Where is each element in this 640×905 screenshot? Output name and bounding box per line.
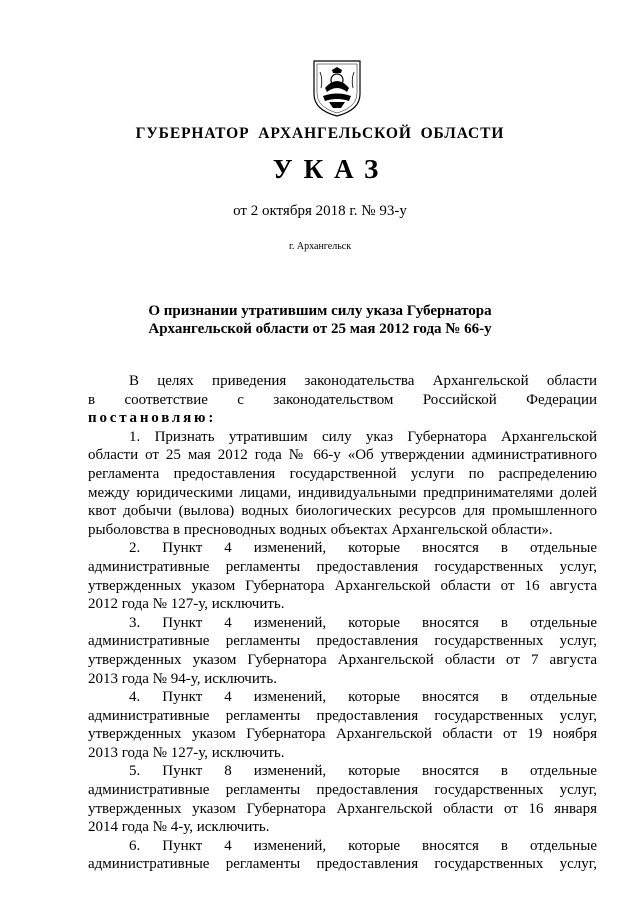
text-line: 1. Признать утратившим силу указ Губернатора Архангельской <box>129 428 597 445</box>
text-line: между юридическими лицами, индивидуальными предпринимателями долей <box>88 484 597 501</box>
issuing-authority: ГУБЕРНАТОР АРХАНГЕЛЬСКОЙ ОБЛАСТИ <box>135 125 505 142</box>
document-type: УКАЗ <box>272 154 390 184</box>
text-line: утвержденных указом Губернатора Архангельской области от 7 августа <box>88 651 597 668</box>
document-body <box>88 372 597 874</box>
text-line: в соответствие с законодательством Российской Федерации <box>88 391 597 408</box>
text-line: административные регламенты предоставления государственных услуг, <box>88 558 597 575</box>
text-line: утвержденных указом Губернатора Архангельской области от 19 ноября <box>88 726 597 743</box>
text-line: 4. Пункт 4 изменений, которые вносятся в отдельные <box>129 689 597 706</box>
paragraph-2 <box>88 539 597 613</box>
document-place: г. Архангельск <box>288 241 352 252</box>
text-line: утвержденных указом Губернатора Архангельской области от 16 января <box>88 800 597 817</box>
text-line: В целях приведения законодательства Архангельской области <box>129 373 597 389</box>
text-line: рыболовства в пресноводных водных объектах Архангельской области». <box>88 521 553 538</box>
document-title-line: О признании утратившим силу указа Губернатора <box>148 303 492 319</box>
document-title <box>0 302 640 338</box>
paragraph-6 <box>88 837 597 874</box>
paragraph-5 <box>88 762 597 836</box>
text-line: 5. Пункт 8 изменений, которые вносятся в отдельные <box>129 763 597 780</box>
text-line: административные регламенты предоставления государственных услуг, <box>88 633 597 650</box>
text-line: 2. Пункт 4 изменений, которые вносятся в отдельные <box>129 540 597 557</box>
decree-word: постановляю: <box>88 410 217 427</box>
preamble <box>88 372 597 428</box>
text-line: области от 25 мая 2012 года № 66-у «Об утверждении административного <box>88 447 597 464</box>
text-line: административные регламенты предоставления государственных услуг, <box>88 856 597 873</box>
paragraph-3 <box>88 614 597 688</box>
text-line: 3. Пункт 4 изменений, которые вносятся в отдельные <box>129 614 597 631</box>
text-line: квот добычи (вылова) водных биологических ресурсов для промышленного <box>88 503 597 520</box>
coat-of-arms-icon <box>311 58 363 118</box>
text-line: 2014 года № 4-у, исключить. <box>88 819 270 836</box>
text-line: административные регламенты предоставления государственных услуг, <box>88 782 597 799</box>
paragraph-4 <box>88 688 597 762</box>
text-line: утвержденных указом Губернатора Архангельской области от 16 августа <box>88 577 597 594</box>
text-line: 2013 года № 127-у, исключить. <box>88 744 285 761</box>
text-line: 2012 года № 127-у, исключить. <box>88 596 285 613</box>
paragraph-1 <box>88 428 597 540</box>
text-line: 6. Пункт 4 изменений, которые вносятся в отдельные <box>129 837 597 854</box>
document-title-line: Архангельской области от 25 мая 2012 года № 66-у <box>148 321 492 337</box>
text-line: регламента предоставления государственной услуги по распределению <box>88 465 597 482</box>
text-line: 2013 года № 94-у, исключить. <box>88 670 278 687</box>
text-line <box>88 409 597 428</box>
text-line: административные регламенты предоставления государственных услуг, <box>88 707 597 724</box>
document-date-number: от 2 октября 2018 г. № 93-у <box>233 203 407 219</box>
